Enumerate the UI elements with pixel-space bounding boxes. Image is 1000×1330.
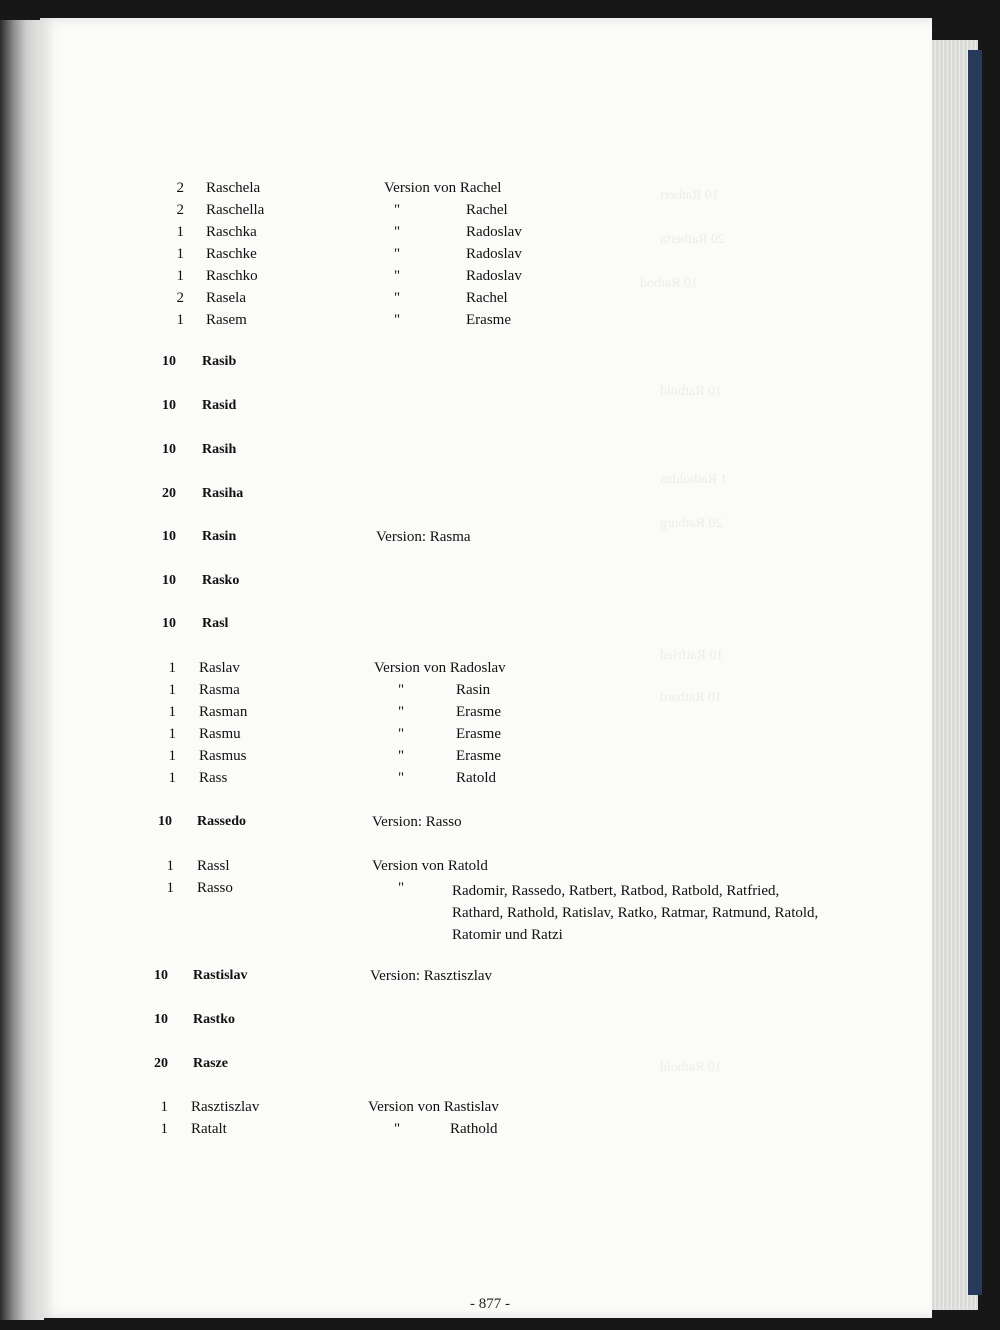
entry-count: 20 xyxy=(162,486,176,501)
entry-count: 1 xyxy=(168,726,176,742)
entry-count: 1 xyxy=(176,312,184,328)
ditto-mark: " xyxy=(398,748,405,764)
entry-name: Rasso xyxy=(197,880,233,896)
entry-version: Version von Rastislav xyxy=(368,1099,499,1115)
entry-count: 1 xyxy=(168,770,176,786)
entry-count: 1 xyxy=(160,1099,168,1115)
entry-reference: Erasme xyxy=(456,704,501,720)
entry-count: 10 xyxy=(162,354,176,369)
entry-count: 10 xyxy=(162,616,176,631)
entry-reference: Rasin xyxy=(456,682,491,698)
entry-name: Rastko xyxy=(193,1012,236,1027)
entry-count: 1 xyxy=(176,224,184,240)
entry-name: Raschka xyxy=(206,224,257,240)
entry-name: Rasztiszlav xyxy=(191,1099,260,1115)
entry-count: 1 xyxy=(168,748,176,764)
ditto-mark: " xyxy=(398,726,405,742)
entry-name: Rasela xyxy=(206,290,246,306)
entry-count: 2 xyxy=(176,202,184,218)
bleed-through: 10 Rathard xyxy=(660,690,722,705)
entry-reference: Erasme xyxy=(456,748,501,764)
entry-count: 10 xyxy=(154,968,168,983)
page-number: - 877 - xyxy=(470,1296,510,1312)
entry-reference: Radomir, Rassedo, Ratbert, Ratbod, Ratbold, Ratfried, Rathard, Rathold, Ratislav, Ratko, Ratmar, Ratmund, Ratold, Ratomir und Ratzi xyxy=(452,883,819,943)
ditto-mark: " xyxy=(398,770,405,786)
entry-version: Version: Rasma xyxy=(376,529,471,545)
entry-name: Rasl xyxy=(202,616,229,631)
entry-name: Rasib xyxy=(202,354,237,369)
entry-name: Raschke xyxy=(206,246,257,262)
entry-count: 10 xyxy=(162,529,176,544)
book-cover-edge xyxy=(968,50,982,1295)
entry-count: 10 xyxy=(162,573,176,588)
entry-name: Rasmu xyxy=(199,726,241,742)
entry-name: Rasko xyxy=(202,573,240,588)
ditto-mark: " xyxy=(394,268,401,284)
entry-count: 1 xyxy=(176,246,184,262)
entry-name: Ratalt xyxy=(191,1121,227,1137)
entry-count: 10 xyxy=(158,814,172,829)
bleed-through: 10 Rathold xyxy=(660,1060,722,1075)
entry-count: 10 xyxy=(162,398,176,413)
entry-version: Version von Ratold xyxy=(372,858,488,874)
entry-count: 1 xyxy=(176,268,184,284)
ditto-mark: " xyxy=(394,312,401,328)
entry-reference: Radoslav xyxy=(466,246,522,262)
bleed-through: 20 Ratburg xyxy=(660,516,723,531)
left-page-edge xyxy=(0,20,44,1320)
entry-name: Rasze xyxy=(193,1056,228,1071)
entry-count: 20 xyxy=(154,1056,168,1071)
entry-version: Version von Radoslav xyxy=(374,660,506,676)
entry-reference: Ratold xyxy=(456,770,496,786)
entry-count: 1 xyxy=(168,660,176,676)
ditto-mark: " xyxy=(398,880,405,896)
bleed-through: 10 Ratbold xyxy=(660,384,722,399)
entry-version: Version: Rasso xyxy=(372,814,462,830)
entry-name: Raschela xyxy=(206,180,261,196)
entry-name: Rasem xyxy=(206,312,247,328)
entry-name: Rastislav xyxy=(193,968,248,983)
entry-reference: Rathold xyxy=(450,1121,498,1137)
ditto-mark: " xyxy=(394,290,401,306)
entry-version: Version von Rachel xyxy=(384,180,502,196)
ditto-mark: " xyxy=(394,202,401,218)
bleed-through: 10 Ratfried xyxy=(660,648,724,663)
entry-name: Rassedo xyxy=(197,814,247,829)
entry-reference: Rachel xyxy=(466,202,508,218)
book-page xyxy=(40,18,932,1318)
entry-count: 1 xyxy=(166,858,174,874)
bleed-through: 10 Ratbert xyxy=(660,188,719,203)
bleed-through: 1 Ratboldus xyxy=(660,472,728,487)
ditto-mark: " xyxy=(394,1121,401,1137)
bleed-through: 10 Ratbod xyxy=(640,276,698,291)
ditto-mark: " xyxy=(394,224,401,240)
entry-count: 2 xyxy=(176,180,184,196)
entry-count: 1 xyxy=(168,704,176,720)
entry-name: Rass xyxy=(199,770,228,786)
entry-count: 10 xyxy=(154,1012,168,1027)
ditto-mark: " xyxy=(398,704,405,720)
bleed-through: 20 Ratberta xyxy=(660,232,725,247)
entry-count: 1 xyxy=(160,1121,168,1137)
entry-count: 2 xyxy=(176,290,184,306)
entry-name: Rasid xyxy=(202,398,237,413)
entry-reference: Erasme xyxy=(466,312,511,328)
entry-name: Raschko xyxy=(206,268,258,284)
entry-reference: Erasme xyxy=(456,726,501,742)
entry-name: Rasmus xyxy=(199,748,247,764)
entry-name: Rasma xyxy=(199,682,240,698)
entry-name: Rasiha xyxy=(202,486,244,501)
ditto-mark: " xyxy=(398,682,405,698)
entry-count: 1 xyxy=(166,880,174,896)
entry-reference: Rachel xyxy=(466,290,508,306)
ditto-mark: " xyxy=(394,246,401,262)
entry-name: Rasman xyxy=(199,704,248,720)
entry-name: Raslav xyxy=(199,660,240,676)
entry-count: 10 xyxy=(162,442,176,457)
entry-reference: Radoslav xyxy=(466,224,522,240)
entry-reference: Radoslav xyxy=(466,268,522,284)
entry-name: Rasih xyxy=(202,442,237,457)
entry-version: Version: Rasztiszlav xyxy=(370,968,493,984)
entry-count: 1 xyxy=(168,682,176,698)
entry-name: Raschella xyxy=(206,202,265,218)
entry-name: Rassl xyxy=(197,858,230,874)
entry-name: Rasin xyxy=(202,529,237,544)
